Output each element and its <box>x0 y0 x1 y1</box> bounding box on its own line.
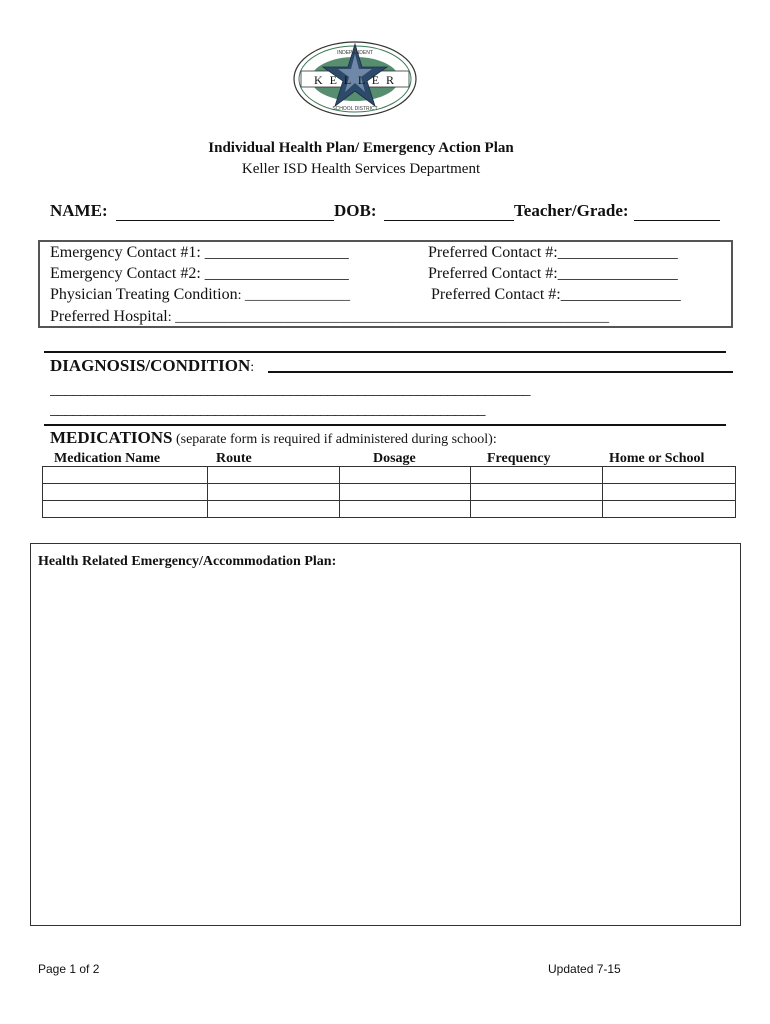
diagnosis-field[interactable] <box>268 371 733 373</box>
hospital-field[interactable] <box>50 308 609 326</box>
logo-top-text: INDEPENDENT <box>337 50 373 56</box>
table-cell[interactable] <box>471 484 603 501</box>
diagnosis-line-2[interactable]: __________________________________________________________ <box>50 401 485 418</box>
diagnosis-colon: : <box>250 360 255 375</box>
table-row <box>43 501 736 518</box>
emergency-contact-2[interactable]: Emergency Contact #2: __________________ <box>50 265 349 282</box>
medications-label <box>50 428 497 448</box>
table-cell[interactable] <box>603 484 736 501</box>
teacher-grade-field[interactable] <box>634 203 720 221</box>
divider-top <box>44 351 726 353</box>
physician-field[interactable] <box>50 286 350 304</box>
hospital-label: Preferred Hospital <box>50 308 168 325</box>
col-dosage: Dosage <box>373 451 416 466</box>
hospital-blank: : ______________________________________________________________ <box>167 310 610 325</box>
diagnosis-label <box>50 356 254 376</box>
table-row <box>43 467 736 484</box>
dob-field[interactable] <box>384 203 514 221</box>
medications-table <box>42 466 736 518</box>
updated-date: Updated 7-15 <box>548 962 621 976</box>
form-title: Individual Health Plan/ Emergency Action Plan <box>208 140 514 156</box>
col-medication-name: Medication Name <box>54 451 161 466</box>
divider-bottom <box>44 424 726 426</box>
table-cell[interactable] <box>339 467 471 484</box>
table-cell[interactable] <box>339 484 471 501</box>
emergency-contact-1[interactable]: Emergency Contact #1: __________________ <box>50 244 349 261</box>
diagnosis-line-1[interactable]: ________________________________________________________________ <box>50 381 530 398</box>
table-cell[interactable] <box>603 467 736 484</box>
table-cell[interactable] <box>339 501 471 518</box>
physician-blank: : _______________ <box>237 288 350 303</box>
table-cell[interactable] <box>207 484 339 501</box>
col-home-or-school: Home or School <box>609 451 705 466</box>
keller-isd-logo <box>292 40 418 118</box>
table-cell[interactable] <box>43 467 208 484</box>
table-cell[interactable] <box>471 501 603 518</box>
table-cell[interactable] <box>471 467 603 484</box>
logo-wordmark: K E L L E R <box>313 73 397 87</box>
table-cell[interactable] <box>43 501 208 518</box>
col-frequency: Frequency <box>487 451 551 466</box>
plan-label: Health Related Emergency/Accommodation Plan: <box>38 554 337 569</box>
table-cell[interactable] <box>207 501 339 518</box>
teacher-grade-label: Teacher/Grade: <box>514 201 629 220</box>
logo-bottom-text: SCHOOL DISTRICT <box>332 106 378 112</box>
physician-label: Physician Treating Condition <box>50 286 238 303</box>
table-cell[interactable] <box>207 467 339 484</box>
medications-note: (separate form is required if administered during school): <box>172 432 497 447</box>
diagnosis-label-text: DIAGNOSIS/CONDITION <box>50 356 251 375</box>
page-number: Page 1 of 2 <box>38 962 100 976</box>
preferred-contact-3[interactable]: Preferred Contact #:_______________ <box>431 286 681 303</box>
table-cell[interactable] <box>603 501 736 518</box>
table-row <box>43 484 736 501</box>
preferred-contact-2[interactable]: Preferred Contact #:_______________ <box>428 265 678 282</box>
table-cell[interactable] <box>43 484 208 501</box>
col-route: Route <box>216 451 252 466</box>
preferred-contact-1[interactable]: Preferred Contact #:_______________ <box>428 244 678 261</box>
name-label: NAME: <box>50 201 108 220</box>
dob-label: DOB: <box>334 201 377 220</box>
name-field[interactable] <box>116 203 334 221</box>
medications-label-text: MEDICATIONS <box>50 428 173 447</box>
form-subtitle: Keller ISD Health Services Department <box>241 161 481 177</box>
plan-box[interactable] <box>30 543 741 926</box>
